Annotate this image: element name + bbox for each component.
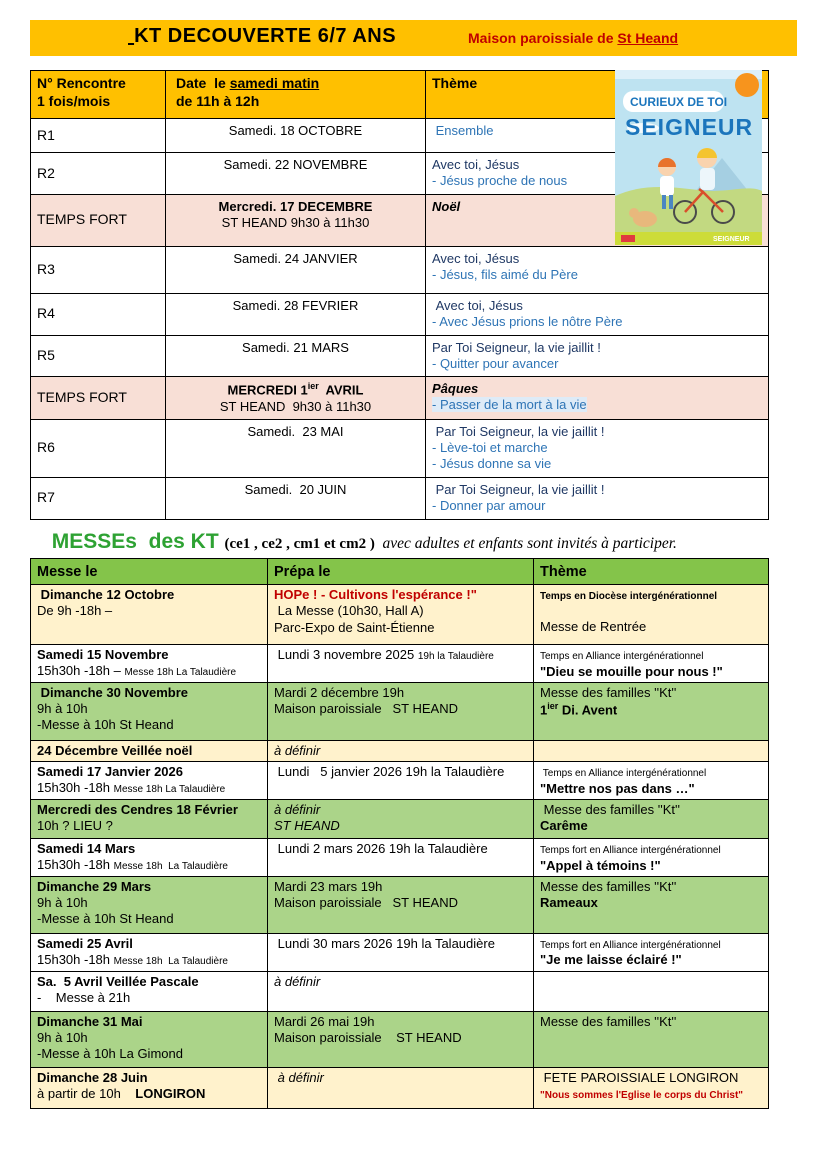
theme-line: Carême <box>540 818 588 834</box>
kt-theme-cell <box>426 377 769 420</box>
kt-label-cell <box>31 153 166 195</box>
kt-theme-line: Par Toi Seigneur, la vie jaillit ! <box>432 423 605 439</box>
theme-cell <box>534 933 769 971</box>
messes-row <box>31 971 769 1011</box>
messes-row <box>31 1067 769 1108</box>
messes-row <box>31 933 769 971</box>
book-cover-illustration <box>615 70 762 245</box>
subtitle-prefix: Maison paroissiale de <box>468 30 618 46</box>
theme-cell <box>534 876 769 933</box>
messe-line: Mercredi des Cendres 18 Février <box>37 802 238 817</box>
kt-theme-cell <box>426 419 769 477</box>
prepa-line: Maison paroissiale ST HEAND <box>274 701 458 716</box>
kt-header-date <box>166 71 426 119</box>
prepa-line: à définir <box>274 973 321 989</box>
theme-cell <box>534 585 769 645</box>
kt-label-cell <box>31 335 166 377</box>
theme-line: "Mettre nos pas dans …" <box>540 780 695 796</box>
kt-theme-line: - Lève-toi et marche <box>432 440 548 456</box>
theme-line: Messe des familles ''Kt'' <box>540 878 677 894</box>
messes-row <box>31 740 769 761</box>
theme-cell <box>534 740 769 761</box>
kt-theme-line: - Donner par amour <box>432 497 546 513</box>
theme-line: Temps fort en Alliance intergénérationnel <box>540 939 721 951</box>
theme-line: Temps en Alliance intergénérationnel <box>540 651 704 662</box>
prepa-le-cell <box>268 740 534 761</box>
kt-theme-line: - Jésus donne sa vie <box>432 456 552 472</box>
rencontre-row <box>31 419 769 477</box>
prepa-line: à définir <box>274 802 321 817</box>
messe-le-cell <box>31 740 268 761</box>
theme-cell <box>534 762 769 800</box>
messes-header-messe-le: Messe le <box>31 559 268 585</box>
messe-le-cell <box>31 876 268 933</box>
theme-cell <box>534 971 769 1011</box>
kt-label-cell <box>31 194 166 246</box>
messe-line: Dimanche 31 Mai <box>37 1013 143 1029</box>
messes-row <box>31 682 769 740</box>
kt-header-line: 1 fois/mois <box>37 92 111 109</box>
prepa-le-cell <box>268 762 534 800</box>
kt-label: R4 <box>37 305 55 322</box>
messes-title-rest: avec adultes et enfants sont invités à participer. <box>378 535 677 552</box>
kt-date-line: MERCREDI $1^{ier}$ AVRIL <box>227 381 364 398</box>
theme-cell <box>534 645 769 683</box>
kt-theme-line: - Jésus proche de nous <box>432 173 568 189</box>
messe-line: 9h à 10h <box>37 1030 88 1045</box>
kt-label: R3 <box>37 260 55 277</box>
kt-date-line: Samedi. 20 JUIN <box>244 481 347 497</box>
kt-date-cell <box>166 246 426 293</box>
messe-line: Samedi 14 Mars <box>37 841 136 856</box>
messe-line: 15h30h -18h Messe 18h La Talaudière <box>37 857 228 873</box>
theme-line: Messe des familles ''Kt'' <box>540 1013 677 1029</box>
messe-line: à partir de 10h LONGIRON <box>37 1086 206 1101</box>
temps-fort-row <box>31 377 769 420</box>
messes-row <box>31 645 769 683</box>
prepa-line: La Messe (10h30, Hall A) <box>274 603 424 619</box>
book-cover-image <box>615 70 762 245</box>
messe-le-cell <box>31 839 268 877</box>
messe-line: Dimanche 29 Mars <box>37 878 152 894</box>
kt-date-line: Samedi. 28 FEVRIER <box>232 297 359 313</box>
messe-le-cell <box>31 682 268 740</box>
messe-line: 24 Décembre Veillée noël <box>37 742 193 758</box>
prepa-le-cell <box>268 971 534 1011</box>
rencontre-row <box>31 293 769 335</box>
prepa-line: Mardi 26 mai 19h <box>274 1013 375 1029</box>
subtitle-place: St Heand <box>617 30 679 46</box>
messe-line: 15h30h -18h Messe 18h La Talaudière <box>37 780 226 796</box>
messe-line: Sa. 5 Avril Veillée Pascale <box>37 973 199 989</box>
kt-date-line: Samedi. 23 MAI <box>247 423 344 439</box>
cover-title-line2: SEIGNEUR <box>625 114 754 140</box>
theme-line: "Je me laisse éclairé !" <box>540 952 682 968</box>
kt-header-line: de 11h à 12h <box>176 92 260 109</box>
kt-header-line: N° Rencontre <box>37 75 126 91</box>
kt-theme-line: - Avec Jésus prions le nôtre Père <box>432 313 623 329</box>
kt-label-cell <box>31 377 166 420</box>
kt-theme-line: Avec toi, Jésus <box>432 157 520 172</box>
messe-line: - Messe à 21h <box>37 990 131 1005</box>
messes-row <box>31 1011 769 1067</box>
cover-title-line1: CURIEUX DE TOI <box>630 95 728 109</box>
theme-cell <box>534 800 769 839</box>
kt-theme-line: - Jésus, fils aimé du Père <box>432 266 578 282</box>
cover-publisher-logo <box>621 235 635 242</box>
kt-label: R2 <box>37 164 55 181</box>
prepa-le-cell <box>268 585 534 645</box>
messe-line: -Messe à 10h St Heand <box>37 717 174 733</box>
kt-date-line: Mercredi. 17 DECEMBRE <box>218 198 373 214</box>
messe-le-cell <box>31 1067 268 1108</box>
kt-date-cell <box>166 293 426 335</box>
prepa-le-cell <box>268 1067 534 1108</box>
kt-date-cell <box>166 119 426 153</box>
kt-theme-line: Avec toi, Jésus <box>432 297 523 313</box>
kt-date-cell <box>166 335 426 377</box>
theme-cell <box>534 1011 769 1067</box>
messe-line: Dimanche 12 Octobre <box>37 587 175 602</box>
prepa-le-cell <box>268 876 534 933</box>
cover-badge <box>735 73 759 97</box>
theme-line: FETE PAROISSIALE LONGIRON <box>540 1069 739 1085</box>
messes-title-main: MESSEs des KT <box>51 530 225 553</box>
prepa-line: Lundi 2 mars 2026 19h la Talaudière <box>274 841 488 856</box>
kt-label-cell <box>31 119 166 153</box>
kt-date-cell <box>166 377 426 420</box>
rencontre-row <box>31 246 769 293</box>
kt-theme-line: Par Toi Seigneur, la vie jaillit ! <box>432 339 601 355</box>
theme-line: Messe de Rentrée <box>540 618 647 634</box>
prepa-line: Lundi 5 janvier 2026 19h la Talaudière <box>274 764 505 779</box>
messe-line: Dimanche 28 Juin <box>37 1069 148 1085</box>
prepa-line: Maison paroissiale ST HEAND <box>274 895 458 910</box>
messe-line: 9h à 10h <box>37 701 88 716</box>
messe-line: De 9h -18h – <box>37 603 113 619</box>
theme-line: Temps fort en Alliance intergénérationnel <box>540 845 721 856</box>
kt-date-line: Samedi. 21 MARS <box>242 339 349 355</box>
kt-theme-line: Avec toi, Jésus <box>432 250 520 266</box>
prepa-line: Mardi 2 décembre 19h <box>274 684 405 700</box>
prepa-le-cell <box>268 839 534 877</box>
messe-le-cell <box>31 645 268 683</box>
kt-date-line: Samedi. 22 NOVEMBRE <box>223 157 368 172</box>
messe-le-cell <box>31 1011 268 1067</box>
prepa-line: Mardi 23 mars 19h <box>274 878 383 894</box>
kt-label: R7 <box>37 489 55 506</box>
prepa-line: Maison paroissiale ST HEAND <box>274 1030 462 1045</box>
theme-line: Rameaux <box>540 895 598 910</box>
messe-line: Samedi 25 Avril <box>37 935 133 951</box>
cover-strip-text: SEIGNEUR <box>713 236 750 243</box>
messe-le-cell <box>31 800 268 839</box>
messes-header-theme: Thème <box>534 559 769 585</box>
theme-line: $1^{ier}$ Di. Avent <box>540 701 618 718</box>
kt-theme-cell <box>426 335 769 377</box>
kt-header-line: Thème <box>432 75 478 91</box>
theme-line: Messe des familles ''Kt'' <box>540 684 677 700</box>
theme-cell <box>534 1067 769 1108</box>
rencontre-row <box>31 335 769 377</box>
kt-date-line: Samedi. 24 JANVIER <box>233 250 358 266</box>
prepa-line: à définir <box>274 742 321 758</box>
messe-le-cell <box>31 933 268 971</box>
messe-line: 15h30h -18h Messe 18h La Talaudière <box>37 952 228 967</box>
messes-row <box>31 762 769 800</box>
messes-row <box>31 800 769 839</box>
messes-table-body <box>31 585 769 1109</box>
kt-date-line: ST HEAND 9h30 à 11h30 <box>219 398 372 414</box>
kt-theme-line: - Quitter pour avancer <box>432 355 559 371</box>
messe-line: Samedi 17 Janvier 2026 <box>37 764 183 779</box>
messes-header-prepa-le: Prépa le <box>268 559 534 585</box>
prepa-le-cell <box>268 645 534 683</box>
kt-label: R6 <box>37 439 55 456</box>
document-header-bar <box>30 20 797 56</box>
messe-line: -Messe à 10h St Heand <box>37 911 174 927</box>
messes-title-paren: (ce1 , ce2 , cm1 et cm2 ) <box>224 536 379 552</box>
prepa-line: Parc-Expo de Saint-Étienne <box>274 619 435 635</box>
theme-line: "Dieu se mouille pour nous !" <box>540 663 723 679</box>
prepa-line: HOPe ! - Cultivons l'espérance !" <box>274 587 477 602</box>
kt-label-cell <box>31 246 166 293</box>
messe-le-cell <box>31 971 268 1011</box>
kt-date-cell <box>166 194 426 246</box>
messe-line: 15h30h -18h – Messe 18h La Talaudière <box>37 663 237 679</box>
kt-header-line: Date le samedi matin <box>176 75 320 91</box>
prepa-le-cell <box>268 933 534 971</box>
kt-theme-cell <box>426 293 769 335</box>
messe-le-cell <box>31 762 268 800</box>
kt-label: TEMPS FORT <box>37 211 127 228</box>
kt-label: R5 <box>37 347 55 363</box>
title-text: KT DECOUVERTE 6/7 ANS <box>134 25 397 47</box>
page-subtitle <box>468 30 678 46</box>
prepa-le-cell <box>268 682 534 740</box>
theme-cell <box>534 682 769 740</box>
prepa-line: ST HEAND <box>274 818 340 834</box>
prepa-line: à définir <box>274 1069 324 1085</box>
theme-cell <box>534 839 769 877</box>
kt-label-cell <box>31 419 166 477</box>
theme-line <box>540 604 762 619</box>
theme-line: Messe des familles ''Kt'' <box>540 802 680 817</box>
messes-row <box>31 585 769 645</box>
prepa-le-cell <box>268 1011 534 1067</box>
messe-line: Dimanche 30 Novembre <box>37 684 189 700</box>
messe-line: -Messe à 10h La Gimond <box>37 1046 183 1062</box>
page-title <box>128 25 396 48</box>
messe-le-cell <box>31 585 268 645</box>
prepa-le-cell <box>268 800 534 839</box>
kt-theme-line: Noël <box>432 198 461 214</box>
prepa-line: Lundi 3 novembre 2025 19h la Talaudière <box>274 647 494 662</box>
prepa-line: Lundi 30 mars 2026 19h la Talaudière <box>274 935 495 951</box>
messes-row <box>31 876 769 933</box>
kt-theme-cell <box>426 246 769 293</box>
messes-row <box>31 839 769 877</box>
kt-label: TEMPS FORT <box>37 389 127 406</box>
messe-line: 10h ? LIEU ? <box>37 818 113 834</box>
messes-header-row <box>31 559 769 585</box>
messe-line: 9h à 10h <box>37 895 88 910</box>
kt-date-line: ST HEAND 9h30 à 11h30 <box>221 214 370 230</box>
kt-theme-line: Par Toi Seigneur, la vie jaillit ! <box>432 481 605 497</box>
kt-label-cell <box>31 293 166 335</box>
kt-date-cell <box>166 419 426 477</box>
theme-line: "Nous sommes l'Eglise le corps du Christ" <box>540 1090 744 1101</box>
messes-table <box>30 558 769 1109</box>
theme-line: Temps en Diocèse intergénérationnel <box>540 591 718 602</box>
kt-theme-line: Pâques <box>432 381 479 396</box>
kt-theme-line: Ensemble <box>432 123 494 138</box>
theme-line: "Appel à témoins !" <box>540 857 661 873</box>
messe-line: Samedi 15 Novembre <box>37 647 169 662</box>
kt-theme-line: - Passer de la mort à la vie <box>432 397 587 413</box>
theme-line: Temps en Alliance intergénérationnel <box>540 768 707 779</box>
kt-header-rencontre <box>31 71 166 119</box>
kt-date-cell <box>166 153 426 195</box>
kt-date-line: Samedi. 18 OCTOBRE <box>228 123 363 138</box>
kt-label: R1 <box>37 126 55 143</box>
